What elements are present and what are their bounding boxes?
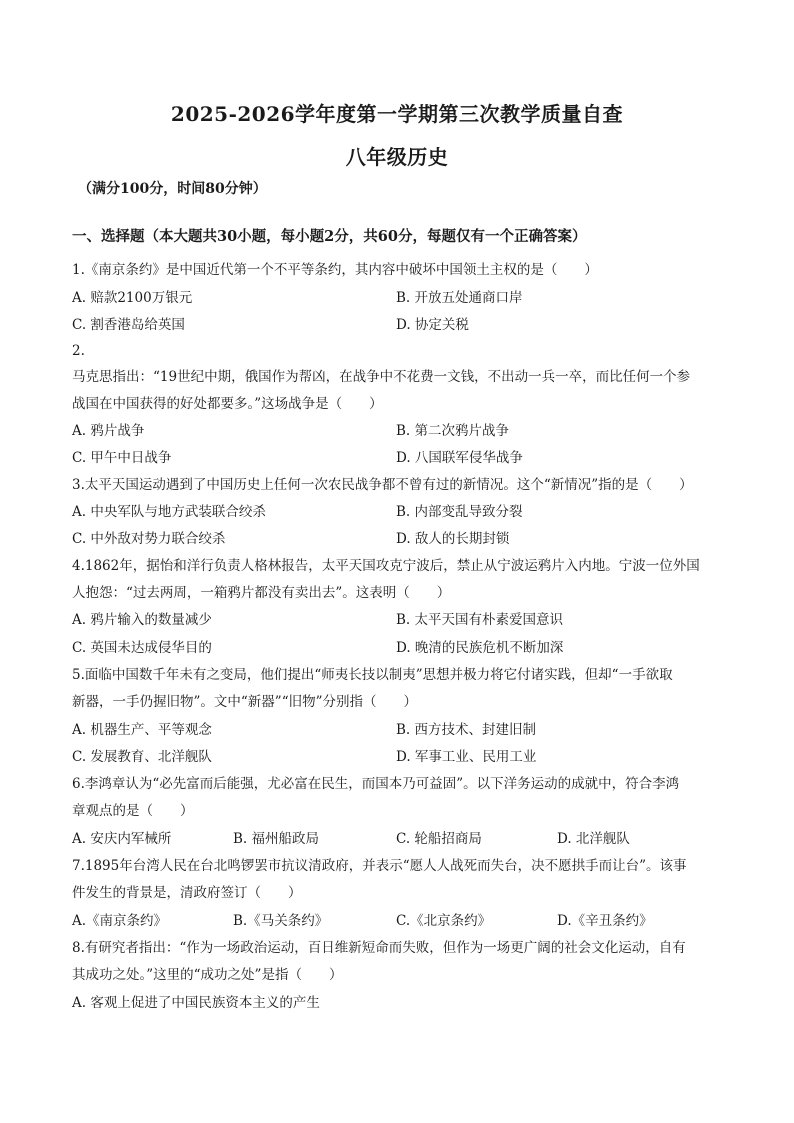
question-7-option-a: A.《南京条约》 bbox=[72, 913, 168, 929]
question-1-option-d: D. 协定关税 bbox=[396, 317, 469, 333]
question-3-option-a: A. 中央军队与地方武装联合绞杀 bbox=[72, 504, 266, 520]
question-2-number: 2. bbox=[72, 343, 85, 359]
question-1-stem: 1.《南京条约》是中国近代第一个不平等条约，其内容中破坏中国领土主权的是（ ） bbox=[72, 262, 598, 278]
question-6-option-a: A. 安庆内军械所 bbox=[72, 831, 172, 847]
question-1-option-a: A. 赔款2100万银元 bbox=[72, 290, 193, 306]
question-5-option-c: C. 发展教育、北洋舰队 bbox=[72, 749, 212, 765]
question-2-stem-line-1: 马克思指出：“19世纪中期，俄国作为帮凶，在战争中不花费一文钱，不出动一兵一卒，而比任何一个参 bbox=[72, 369, 691, 385]
question-8-stem-line-2: 其成功之处。”这里的“成功之处”是指（ ） bbox=[72, 967, 343, 983]
question-6-option-b: B. 福州船政局 bbox=[233, 831, 320, 847]
question-4-stem-line-1: 4.1862年，据怡和洋行负责人格林报告，太平天国攻克宁波后，禁止从宁波运鸦片入内地。宁波一位外国 bbox=[72, 558, 700, 574]
question-4-option-d: D. 晚清的民族危机不断加深 bbox=[396, 640, 564, 656]
question-5-stem-line-2: 新器，一手仍握旧物”。文中“新器”“旧物”分别指（ ） bbox=[72, 694, 418, 710]
question-7-option-d: D.《辛丑条约》 bbox=[557, 913, 653, 929]
question-4-option-b: B. 太平天国有朴素爱国意识 bbox=[396, 612, 564, 628]
question-3-option-b: B. 内部变乱导致分裂 bbox=[396, 504, 523, 520]
question-3-stem: 3.太平天国运动遇到了中国历史上任何一次农民战争都不曾有过的新情况。这个“新情况”指的是（ ） bbox=[72, 477, 693, 493]
exam-note: （满分100分，时间80分钟） bbox=[78, 181, 267, 197]
question-3-option-d: D. 敌人的长期封锁 bbox=[396, 531, 510, 547]
question-8-stem-line-1: 8.有研究者指出：“作为一场政治运动，百日维新短命而失败，但作为一场更广阔的社会文化运动，自有 bbox=[72, 940, 686, 956]
exam-subject: 八年级历史 bbox=[345, 145, 449, 169]
question-8-option-a: A. 客观上促进了中国民族资本主义的产生 bbox=[72, 995, 320, 1011]
question-7-stem-line-1: 7.1895年台湾人民在台北鸣锣罢市抗议清政府，并表示“愿人人战死而失台，决不愿拱手而让台”。该事 bbox=[72, 858, 687, 874]
question-4-option-c: C. 英国未达成侵华目的 bbox=[72, 640, 212, 656]
question-2-stem-line-2: 战国在中国获得的好处都要多。”这场战争是（ ） bbox=[72, 396, 383, 412]
question-4-option-a: A. 鸦片输入的数量减少 bbox=[72, 612, 212, 628]
question-7-stem-line-2: 件发生的背景是，清政府签订（ ） bbox=[72, 885, 302, 901]
question-4-stem-line-2: 人抱怨：“过去两周，一箱鸦片都没有卖出去”。这表明（ ） bbox=[72, 585, 451, 601]
question-2-option-b: B. 第二次鸦片战争 bbox=[396, 423, 510, 439]
question-3-option-c: C. 中外敌对势力联合绞杀 bbox=[72, 531, 226, 547]
section-heading: 一、选择题（本大题共30小题，每小题2分，共60分，每题仅有一个正确答案） bbox=[72, 228, 587, 245]
question-1-option-c: C. 割香港岛给英国 bbox=[72, 317, 185, 333]
question-7-option-c: C.《北京条约》 bbox=[396, 913, 492, 929]
exam-title: 2025-2026学年度第一学期第三次教学质量自查 bbox=[170, 102, 624, 126]
question-6-option-c: C. 轮船招商局 bbox=[396, 831, 482, 847]
question-7-option-b: B.《马关条约》 bbox=[233, 913, 329, 929]
question-5-option-a: A. 机器生产、平等观念 bbox=[72, 722, 212, 738]
question-5-stem-line-1: 5.面临中国数千年未有之变局，他们提出“师夷长技以制夷”思想并极力将它付诸实践，但却“一手欲取 bbox=[72, 667, 673, 683]
question-6-stem-line-2: 章观点的是（ ） bbox=[72, 803, 194, 819]
question-6-option-d: D. 北洋舰队 bbox=[557, 831, 630, 847]
question-2-option-d: D. 八国联军侵华战争 bbox=[396, 450, 523, 466]
question-6-stem-line-1: 6.李鸿章认为“必先富而后能强，尤必富在民生，而国本乃可益固”。以下洋务运动的成就中，符合李鸿 bbox=[72, 776, 680, 792]
question-2-option-a: A. 鸦片战争 bbox=[72, 423, 145, 439]
question-1-option-b: B. 开放五处通商口岸 bbox=[396, 290, 523, 306]
question-2-option-c: C. 甲午中日战争 bbox=[72, 450, 172, 466]
question-5-option-d: D. 军事工业、民用工业 bbox=[396, 749, 537, 765]
question-5-option-b: B. 西方技术、封建旧制 bbox=[396, 722, 537, 738]
